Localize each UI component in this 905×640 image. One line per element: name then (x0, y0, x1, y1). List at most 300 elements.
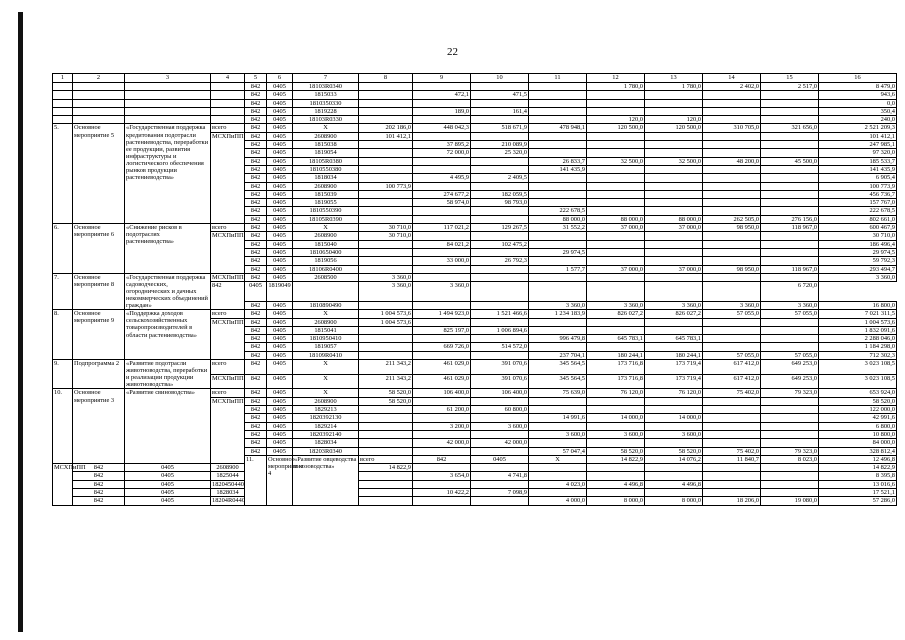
table-cell: 0405 (267, 157, 293, 165)
table-cell (471, 182, 529, 190)
table-cell (471, 480, 529, 488)
table-cell (359, 157, 413, 165)
table-cell: 1820392130 (293, 414, 359, 422)
table-cell: 0405 (267, 406, 293, 414)
table-cell (761, 326, 819, 334)
column-header: 6 (267, 74, 293, 83)
table-cell: 60 800,0 (471, 406, 529, 414)
table-cell (703, 207, 761, 215)
executor-cell: 842 (211, 282, 245, 310)
table-cell (761, 207, 819, 215)
table-cell (359, 439, 413, 447)
table-row (53, 497, 897, 505)
column-header: 9 (413, 74, 471, 83)
table-cell: 3 600,0 (471, 422, 529, 430)
table-cell (703, 422, 761, 430)
table-row (53, 124, 897, 132)
executor-cell: всего (211, 360, 245, 375)
table-cell: 2608500 (293, 273, 359, 281)
activity-name: Подпрограмма 2 (73, 360, 125, 389)
table-cell (529, 257, 587, 265)
table-cell: 72 000,0 (413, 149, 471, 157)
table-cell: 842 (73, 472, 125, 480)
table-cell: 88 000,0 (529, 215, 587, 223)
table-cell: 222 678,5 (819, 207, 897, 215)
table-cell (529, 107, 587, 115)
executor-cell (211, 91, 245, 99)
table-cell: 1819056 (293, 257, 359, 265)
table-cell: 842 (245, 414, 267, 422)
executor-cell: всего (359, 455, 413, 463)
table-cell (471, 116, 529, 124)
table-cell (703, 257, 761, 265)
table-cell: 600 467,9 (819, 224, 897, 232)
table-cell (761, 199, 819, 207)
activity-name (73, 83, 125, 91)
table-cell: 8 395,8 (819, 472, 897, 480)
table-cell: 842 (245, 107, 267, 115)
table-cell (413, 83, 471, 91)
table-cell: 0405 (267, 99, 293, 107)
table-cell: 1 780,0 (645, 83, 703, 91)
table-cell (587, 149, 645, 157)
table-cell (587, 318, 645, 326)
table-cell: 0405 (245, 282, 267, 302)
table-cell (645, 91, 703, 99)
table-cell: 141 435,9 (819, 165, 897, 173)
table-cell: 202 186,0 (359, 124, 413, 132)
table-cell (703, 91, 761, 99)
table-cell: 1 004 573,6 (359, 310, 413, 318)
table-cell (529, 422, 587, 430)
table-cell (761, 174, 819, 182)
activity-description: «Государственная поддержка кредитования подотрасли растениеводства, переработки ее продукции, развития инфраструктуры и логистического обеспечения рынков продукции растениеводства» (125, 124, 211, 224)
table-cell: 842 (245, 224, 267, 232)
table-cell (529, 240, 587, 248)
table-cell: 0405 (267, 190, 293, 198)
table-cell: 0405 (267, 232, 293, 240)
table-cell: 0405 (125, 489, 211, 497)
activity-description: «Развитие свиноводства» (125, 389, 211, 464)
table-cell: 118 967,0 (761, 224, 819, 232)
column-header: 2 (73, 74, 125, 83)
table-cell (359, 422, 413, 430)
table-cell: 18 206,0 (703, 497, 761, 505)
table-cell (529, 199, 587, 207)
activity-name: Основное мероприятие 9 (73, 310, 125, 360)
table-cell: 122 000,0 (819, 406, 897, 414)
table-cell (587, 489, 645, 497)
table-cell: 0405 (267, 107, 293, 115)
table-cell (645, 207, 703, 215)
table-cell (587, 248, 645, 256)
table-cell (359, 116, 413, 124)
table-cell: 842 (245, 116, 267, 124)
table-cell: 842 (245, 439, 267, 447)
table-cell (529, 116, 587, 124)
budget-table (52, 73, 897, 506)
table-cell (587, 165, 645, 173)
table-cell: 4 023,0 (529, 480, 587, 488)
executor-cell: МСХПиПП (212, 273, 244, 281)
table-cell (645, 240, 703, 248)
table-cell: 802 661,0 (819, 215, 897, 223)
table-cell: 29 974,5 (819, 248, 897, 256)
table-cell: 842 (245, 91, 267, 99)
table-cell: 3 360,0 (761, 302, 819, 310)
table-cell: 0405 (267, 132, 293, 140)
table-cell: 237 704,1 (529, 351, 587, 359)
table-cell (413, 497, 471, 505)
table-cell (703, 318, 761, 326)
table-cell: 14 076,2 (645, 455, 703, 463)
table-cell: 478 948,1 (529, 124, 587, 132)
table-cell (703, 174, 761, 182)
table-cell (413, 351, 471, 359)
table-cell: X (529, 455, 587, 463)
table-cell: 1815039 (293, 190, 359, 198)
table-cell: 0405 (267, 430, 293, 438)
table-cell: 456 736,7 (819, 190, 897, 198)
table-cell (645, 439, 703, 447)
table-cell (703, 232, 761, 240)
table-cell: 14 822,9 (819, 464, 897, 472)
executor-cell: всего (211, 224, 245, 232)
table-cell: 18109R0410 (293, 351, 359, 359)
table-cell (587, 464, 645, 472)
table-cell: X (293, 224, 359, 232)
table-cell (529, 83, 587, 91)
table-cell: 3 360,0 (703, 302, 761, 310)
table-cell: 461 029,0 (413, 360, 471, 375)
table-cell: 57 055,0 (703, 351, 761, 359)
table-cell (529, 489, 587, 497)
table-cell: 7 098,9 (471, 489, 529, 497)
table-cell (761, 472, 819, 480)
table-cell: 4 000,0 (529, 497, 587, 505)
table-cell: 0405 (267, 83, 293, 91)
table-cell: 26 833,7 (529, 157, 587, 165)
item-number: 10. (53, 389, 73, 464)
table-cell (761, 141, 819, 149)
table-cell: 0405 (267, 302, 293, 310)
table-cell (471, 157, 529, 165)
table-cell (587, 91, 645, 99)
table-cell: 11 840,7 (703, 455, 761, 463)
table-cell: 189,0 (413, 107, 471, 115)
table-cell: 669 726,0 (413, 343, 471, 351)
activity-name: Основное мероприятие 6 (73, 224, 125, 274)
executor-cell (211, 83, 245, 91)
table-cell: 391 070,6 (471, 374, 529, 389)
table-cell (471, 83, 529, 91)
table-cell: 3 360,0 (529, 302, 587, 310)
table-cell (761, 343, 819, 351)
table-cell: 842 (245, 165, 267, 173)
table-cell (587, 199, 645, 207)
table-cell: 0,0 (819, 99, 897, 107)
table-cell (413, 116, 471, 124)
table-cell (359, 141, 413, 149)
table-cell: 19 080,0 (761, 497, 819, 505)
table-cell: 42 991,6 (819, 414, 897, 422)
table-cell (761, 182, 819, 190)
table-cell: 842 (245, 360, 267, 375)
table-cell: 842 (245, 397, 267, 405)
table-cell (413, 414, 471, 422)
executor-cell: МСХПиПП (211, 397, 245, 463)
table-cell (761, 91, 819, 99)
table-cell (413, 335, 471, 343)
table-cell (703, 240, 761, 248)
table-cell: 842 (245, 265, 267, 273)
table-cell: 101 412,1 (359, 132, 413, 140)
table-cell: 0405 (267, 335, 293, 343)
table-cell: 842 (73, 480, 125, 488)
table-cell (471, 215, 529, 223)
table-cell: 0405 (125, 480, 211, 488)
table-cell: 2608900 (293, 182, 359, 190)
table-cell (529, 282, 587, 302)
table-cell: 0405 (267, 199, 293, 207)
table-cell: 173 719,4 (645, 360, 703, 375)
table-cell: 30 710,0 (819, 232, 897, 240)
table-cell: 645 783,1 (587, 335, 645, 343)
table-cell: 653 924,0 (819, 389, 897, 397)
table-cell (413, 182, 471, 190)
table-cell: 240,0 (819, 116, 897, 124)
table-cell: 842 (245, 174, 267, 182)
table-cell (761, 257, 819, 265)
item-number: 7. (53, 273, 73, 309)
table-row (53, 480, 897, 488)
table-cell: 0405 (267, 116, 293, 124)
table-cell: 842 (245, 199, 267, 207)
table-cell: 842 (73, 464, 125, 472)
table-cell: 842 (245, 447, 267, 455)
table-cell: 76 120,0 (645, 389, 703, 397)
executor-cell (211, 99, 245, 107)
table-cell (529, 464, 587, 472)
activity-description (125, 83, 211, 91)
table-cell (761, 248, 819, 256)
table-cell: 33 000,0 (413, 257, 471, 265)
table-cell (359, 240, 413, 248)
table-cell: 471,5 (471, 91, 529, 99)
table-cell (471, 265, 529, 273)
table-cell (413, 265, 471, 273)
table-cell: 0405 (125, 472, 211, 480)
table-cell: 37 000,0 (587, 265, 645, 273)
table-cell (529, 318, 587, 326)
table-cell (703, 190, 761, 198)
table-cell (645, 182, 703, 190)
table-cell (761, 406, 819, 414)
table-cell: 1818034 (293, 174, 359, 182)
table-cell: 75 402,0 (703, 389, 761, 397)
table-cell: 842 (245, 240, 267, 248)
table-cell: 461 029,0 (413, 374, 471, 389)
table-cell (471, 318, 529, 326)
table-cell: 0405 (125, 464, 211, 472)
table-cell: 842 (245, 343, 267, 351)
activity-description (125, 116, 211, 124)
table-cell (359, 215, 413, 223)
table-cell (471, 351, 529, 359)
table-cell: 0405 (267, 351, 293, 359)
table-cell: 117 021,2 (413, 224, 471, 232)
table-cell (587, 232, 645, 240)
table-cell: 1 780,0 (587, 83, 645, 91)
table-cell: 118 967,0 (761, 265, 819, 273)
table-cell: 1828034 (293, 439, 359, 447)
table-row (53, 310, 897, 318)
table-cell: 842 (245, 215, 267, 223)
table-cell (293, 282, 359, 302)
table-cell: 37 000,0 (645, 265, 703, 273)
table-cell (359, 335, 413, 343)
table-cell: 274 677,2 (413, 190, 471, 198)
table-cell: 32 500,0 (587, 157, 645, 165)
table-cell: 18103R0330 (293, 116, 359, 124)
table-cell (645, 406, 703, 414)
column-header: 12 (587, 74, 645, 83)
table-row (53, 489, 897, 497)
table-cell (703, 149, 761, 157)
table-cell: 12 496,8 (819, 455, 897, 463)
table-cell: 0405 (267, 257, 293, 265)
table-cell: 14 822,9 (359, 464, 413, 472)
table-cell (761, 480, 819, 488)
table-cell: 173 716,8 (587, 374, 645, 389)
table-cell: 58 520,0 (819, 397, 897, 405)
table-cell (471, 397, 529, 405)
table-cell (529, 397, 587, 405)
table-cell (645, 318, 703, 326)
table-cell: 2608900 (293, 232, 359, 240)
table-cell: 350,4 (819, 107, 897, 115)
table-cell: 712 302,3 (819, 351, 897, 359)
table-cell: 649 253,0 (761, 360, 819, 375)
table-cell: 1 494 923,0 (413, 310, 471, 318)
item-number: 6. (53, 224, 73, 274)
table-cell: 842 (73, 489, 125, 497)
table-cell: 32 500,0 (645, 157, 703, 165)
table-cell (359, 351, 413, 359)
table-cell: 1 234 183,9 (529, 310, 587, 318)
table-cell: 842 (245, 310, 267, 318)
table-cell: 98 950,0 (703, 224, 761, 232)
table-cell: 98 950,0 (703, 265, 761, 273)
table-cell: 4 496,8 (645, 480, 703, 488)
table-cell: 7 021 311,5 (819, 310, 897, 318)
table-cell: 180 244,1 (587, 351, 645, 359)
executor-cell (211, 107, 245, 115)
table-cell (761, 190, 819, 198)
column-header: 13 (645, 74, 703, 83)
table-cell (587, 107, 645, 115)
table-cell: 57 055,0 (761, 351, 819, 359)
table-cell: 617 412,0 (703, 374, 761, 389)
table-cell (413, 430, 471, 438)
table-cell: 6 800,0 (819, 422, 897, 430)
table-cell: 842 (245, 302, 267, 310)
table-cell: 842 (245, 374, 267, 389)
table-cell (587, 99, 645, 107)
table-cell: 0405 (267, 397, 293, 405)
table-cell (761, 240, 819, 248)
table-cell: 2 517,0 (761, 83, 819, 91)
table-cell: 310 705,0 (703, 124, 761, 132)
table-cell: 842 (245, 83, 267, 91)
table-cell: 14 000,0 (587, 414, 645, 422)
item-number (53, 107, 73, 115)
table-cell: 4 495,9 (413, 174, 471, 182)
table-cell (471, 207, 529, 215)
table-cell (359, 248, 413, 256)
table-cell: 75 639,0 (529, 389, 587, 397)
column-header: 10 (471, 74, 529, 83)
table-cell: 58 520,0 (645, 447, 703, 455)
table-cell: 842 (245, 132, 267, 140)
table-cell: X (293, 124, 359, 132)
table-cell (471, 273, 529, 281)
activity-name: Основное мероприятие 4 (267, 455, 293, 505)
table-cell: 1820450440 (212, 480, 244, 488)
activity-description: «Снижение рисков в подотраслях растениеводства» (125, 224, 211, 274)
table-cell: 0405 (267, 149, 293, 157)
table-cell (645, 149, 703, 157)
table-cell: 345 564,5 (529, 360, 587, 375)
table-cell: 842 (413, 455, 471, 463)
table-cell: 1819228 (293, 107, 359, 115)
table-cell: 57 055,0 (761, 310, 819, 318)
table-cell (645, 232, 703, 240)
table-cell: 79 323,0 (761, 389, 819, 397)
table-cell (587, 343, 645, 351)
table-cell: 1819055 (293, 199, 359, 207)
table-row (53, 107, 897, 115)
table-cell (359, 257, 413, 265)
item-number: 9. (53, 360, 73, 389)
table-cell: 1 521 466,6 (471, 310, 529, 318)
table-cell (529, 190, 587, 198)
table-cell: 120 500,0 (587, 124, 645, 132)
table-cell: 29 974,5 (529, 248, 587, 256)
table-cell (703, 439, 761, 447)
column-header: 5 (245, 74, 267, 83)
page-number: 22 (447, 46, 458, 58)
table-cell: 0405 (125, 497, 211, 505)
table-cell: 18105R0380 (293, 157, 359, 165)
table-cell: 321 656,0 (761, 124, 819, 132)
table-cell (703, 141, 761, 149)
table-cell: 842 (245, 99, 267, 107)
table-cell (761, 149, 819, 157)
table-header-row (53, 74, 897, 83)
table-cell (703, 464, 761, 472)
table-cell (645, 99, 703, 107)
table-cell (359, 149, 413, 157)
table-cell: 37 000,0 (587, 224, 645, 232)
table-cell (529, 149, 587, 157)
table-cell: 8 479,0 (819, 83, 897, 91)
table-cell: 45 500,0 (761, 157, 819, 165)
table-cell: 57 055,0 (703, 310, 761, 318)
activity-description: «Государственная поддержка садоводческих, огороднических и дачных некоммерческих объединений граждан» (125, 273, 211, 309)
table-cell (645, 174, 703, 182)
table-row (53, 99, 897, 107)
